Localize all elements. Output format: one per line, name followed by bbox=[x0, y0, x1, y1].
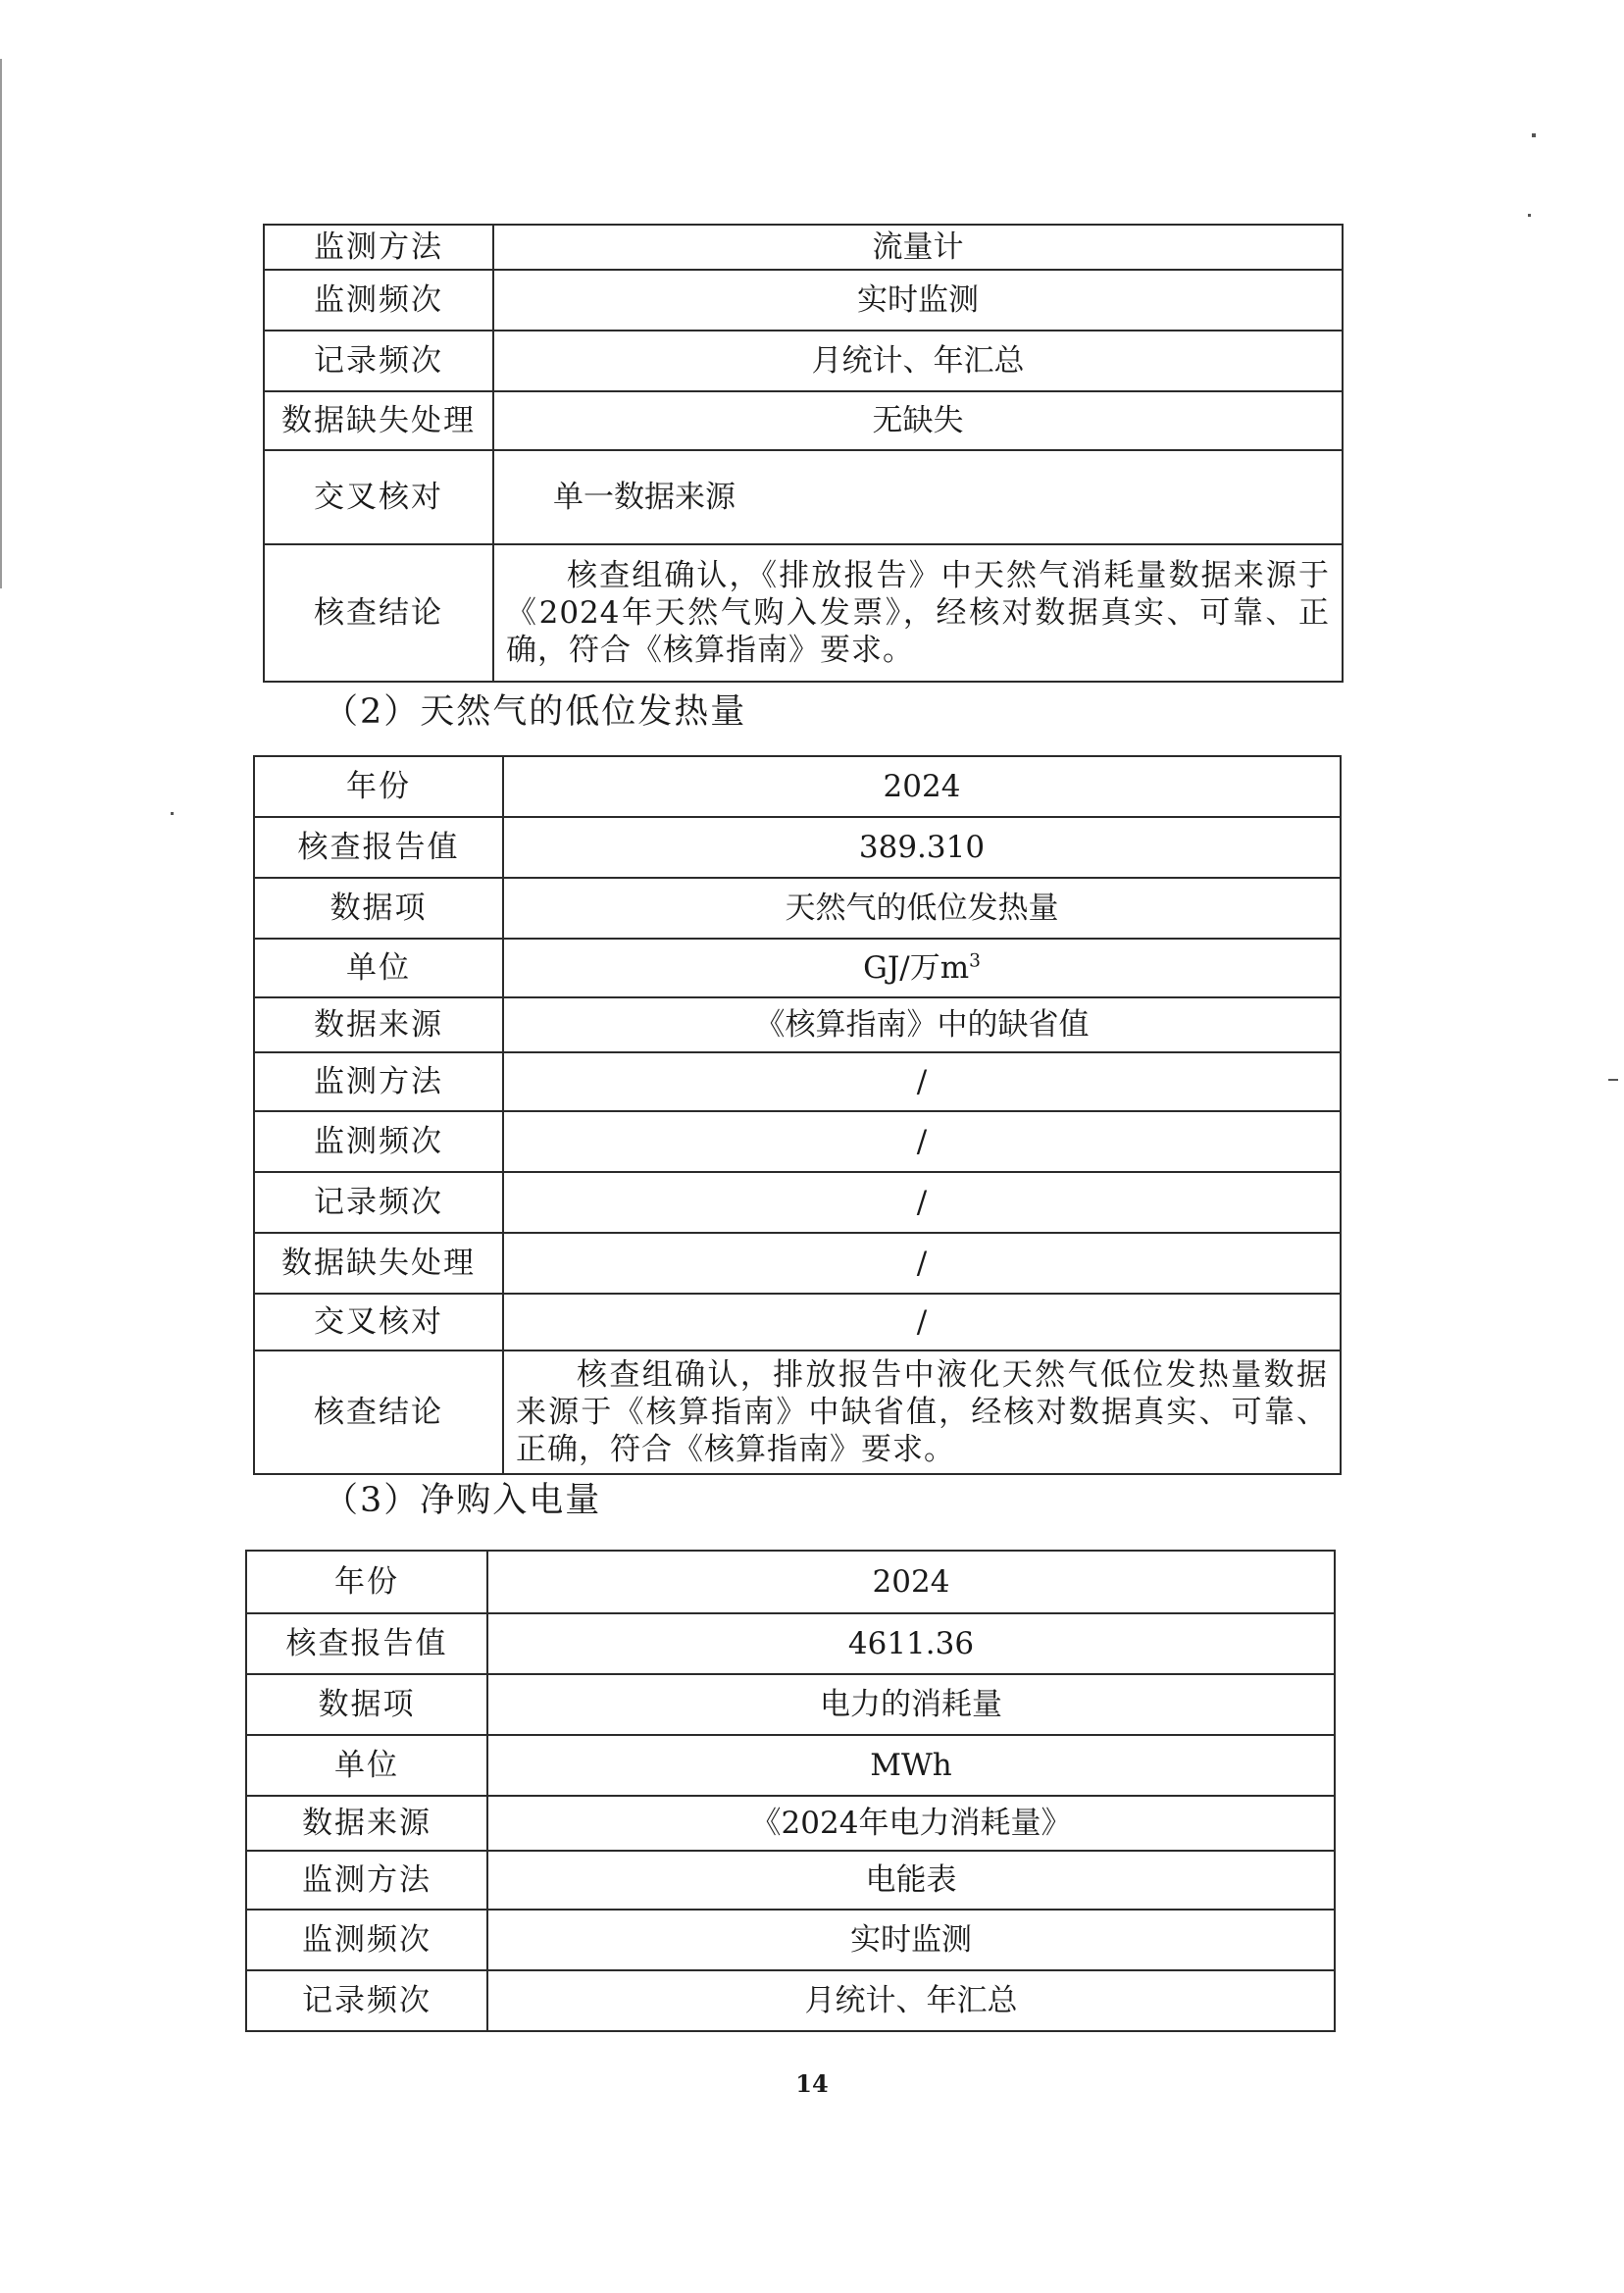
table-row bbox=[246, 1851, 1335, 1910]
conclusion-text: 核查组确认，排放报告中液化天然气低位发热量数据来源于《核算指南》中缺省值，经核对数据真实、可靠、正确，符合《核算指南》要求。 bbox=[503, 1350, 1341, 1474]
row-label: 交叉核对 bbox=[254, 1294, 503, 1350]
row-label: 监测频次 bbox=[246, 1910, 487, 1970]
row-label: 交叉核对 bbox=[264, 450, 493, 544]
table-row bbox=[254, 878, 1341, 939]
row-label: 年份 bbox=[254, 756, 503, 817]
table-row bbox=[254, 1233, 1341, 1294]
table-row bbox=[254, 1052, 1341, 1111]
row-value: / bbox=[503, 1111, 1341, 1172]
row-value: 2024 bbox=[487, 1551, 1335, 1613]
section-heading-3: （3）净购入电量 bbox=[324, 1481, 602, 1520]
scan-mark bbox=[1532, 133, 1536, 137]
row-value: 389.310 bbox=[503, 817, 1341, 878]
row-value: / bbox=[503, 1294, 1341, 1350]
row-value: 电力的消耗量 bbox=[487, 1674, 1335, 1735]
table-row bbox=[254, 817, 1341, 878]
row-label: 数据项 bbox=[246, 1674, 487, 1735]
scan-mark bbox=[0, 59, 2, 588]
row-label: 记录频次 bbox=[246, 1970, 487, 2031]
row-label: 监测频次 bbox=[254, 1111, 503, 1172]
row-label: 核查结论 bbox=[264, 544, 493, 682]
table-row bbox=[264, 270, 1343, 331]
conclusion-text: 核查组确认，《排放报告》中天然气消耗量数据来源于《2024年天然气购入发票》，经核对数据真实、可靠、正确，符合《核算指南》要求。 bbox=[493, 544, 1343, 682]
row-value: 实时监测 bbox=[487, 1910, 1335, 1970]
row-label: 记录频次 bbox=[254, 1172, 503, 1233]
table-row bbox=[264, 225, 1343, 270]
row-value: 天然气的低位发热量 bbox=[503, 878, 1341, 939]
table-row bbox=[264, 331, 1343, 391]
row-value: 2024 bbox=[503, 756, 1341, 817]
unit-text: GJ/万m bbox=[863, 950, 970, 986]
row-value: 流量计 bbox=[493, 225, 1343, 270]
row-label: 数据来源 bbox=[246, 1796, 487, 1851]
page-number: 14 bbox=[795, 2069, 829, 2098]
scan-mark bbox=[171, 812, 174, 815]
table-row bbox=[246, 1613, 1335, 1674]
table-row bbox=[246, 1910, 1335, 1970]
row-label: 监测方法 bbox=[264, 225, 493, 270]
row-label: 监测方法 bbox=[254, 1052, 503, 1111]
table-row bbox=[254, 1294, 1341, 1350]
row-label: 核查结论 bbox=[254, 1350, 503, 1474]
table-row bbox=[254, 997, 1341, 1052]
row-label: 数据来源 bbox=[254, 997, 503, 1052]
section-heading-2: （2）天然气的低位发热量 bbox=[324, 692, 747, 732]
row-label: 数据缺失处理 bbox=[254, 1233, 503, 1294]
row-value: 《核算指南》中的缺省值 bbox=[503, 997, 1341, 1052]
row-value: 月统计、年汇总 bbox=[493, 331, 1343, 391]
table-row bbox=[264, 391, 1343, 450]
row-label: 单位 bbox=[254, 939, 503, 997]
row-value: 实时监测 bbox=[493, 270, 1343, 331]
row-label: 核查报告值 bbox=[246, 1613, 487, 1674]
row-value: / bbox=[503, 1052, 1341, 1111]
table-row bbox=[246, 1551, 1335, 1613]
row-value: 4611.36 bbox=[487, 1613, 1335, 1674]
row-label: 记录频次 bbox=[264, 331, 493, 391]
table-row bbox=[264, 544, 1343, 682]
low-calorific-value-table bbox=[253, 755, 1342, 1475]
table-row bbox=[254, 1350, 1341, 1474]
scan-mark bbox=[1528, 214, 1531, 217]
row-value: / bbox=[503, 1233, 1341, 1294]
table-row bbox=[254, 1111, 1341, 1172]
row-label: 数据项 bbox=[254, 878, 503, 939]
table-row bbox=[254, 756, 1341, 817]
row-value: / bbox=[503, 1172, 1341, 1233]
row-value: 《2024年电力消耗量》 bbox=[487, 1796, 1335, 1851]
row-value: 电能表 bbox=[487, 1851, 1335, 1910]
row-label: 核查报告值 bbox=[254, 817, 503, 878]
row-label: 监测频次 bbox=[264, 270, 493, 331]
table-row bbox=[246, 1735, 1335, 1796]
table-row bbox=[264, 450, 1343, 544]
row-value: 单一数据来源 bbox=[493, 450, 1343, 544]
unit-value bbox=[503, 939, 1341, 997]
row-label: 数据缺失处理 bbox=[264, 391, 493, 450]
row-label: 监测方法 bbox=[246, 1851, 487, 1910]
table-row bbox=[254, 939, 1341, 997]
unit-superscript: 3 bbox=[969, 950, 981, 972]
table-row bbox=[246, 1796, 1335, 1851]
row-label: 单位 bbox=[246, 1735, 487, 1796]
row-value: MWh bbox=[487, 1735, 1335, 1796]
row-value: 月统计、年汇总 bbox=[487, 1970, 1335, 2031]
natural-gas-consumption-table bbox=[263, 224, 1344, 683]
row-value: 无缺失 bbox=[493, 391, 1343, 450]
row-label: 年份 bbox=[246, 1551, 487, 1613]
table-row bbox=[254, 1172, 1341, 1233]
table-row bbox=[246, 1674, 1335, 1735]
scan-mark bbox=[1608, 1079, 1618, 1081]
table-row bbox=[246, 1970, 1335, 2031]
net-purchased-electricity-table bbox=[245, 1550, 1336, 2032]
